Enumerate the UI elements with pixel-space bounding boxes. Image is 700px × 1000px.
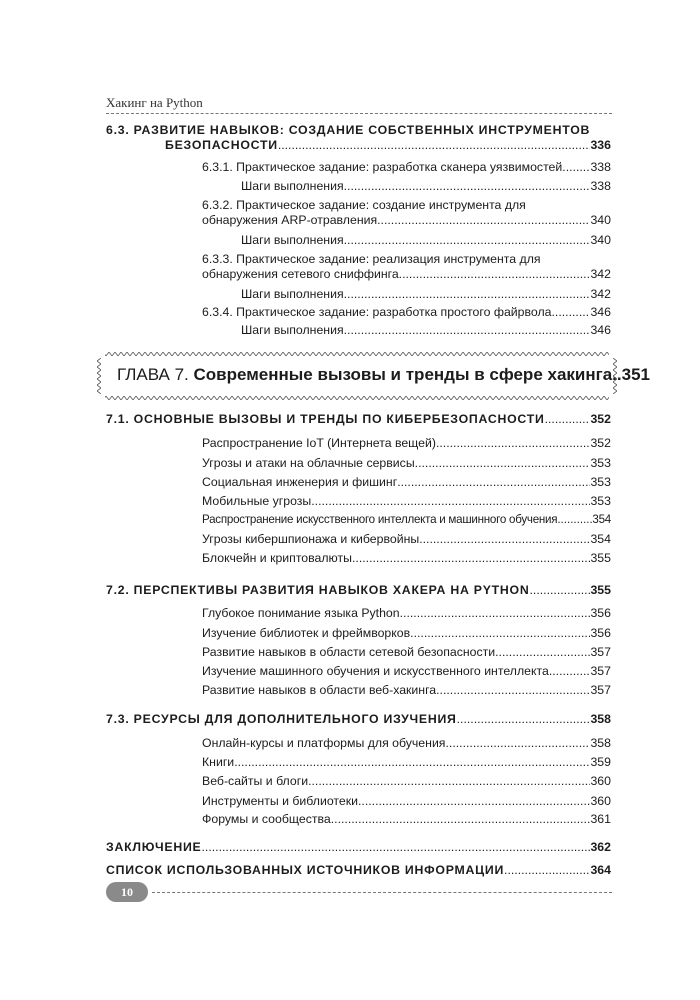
chapter-heading-box[interactable]	[97, 352, 650, 400]
dot-leader	[397, 475, 590, 489]
section-title-line1: 6.3. РАЗВИТИЕ НАВЫКОВ: СОЗДАНИЕ СОБСТВЕННЫХ ИНСТРУМЕНТОВ	[106, 123, 591, 137]
toc-section-6-3	[106, 123, 611, 152]
section-title-line2[interactable]	[106, 138, 611, 152]
page-number: 358	[590, 736, 611, 750]
section-title-text: БЕЗОПАСНОСТИ	[165, 138, 278, 152]
toc-entry[interactable]	[106, 532, 611, 546]
dot-leader	[436, 683, 590, 697]
page-number: 338	[590, 160, 611, 174]
dot-leader	[419, 532, 590, 546]
page-number: 357	[590, 664, 611, 678]
entry-title: Распространение искусственного интеллекта и машинного обучения	[202, 513, 558, 526]
dot-leader	[504, 863, 590, 877]
toc-entry[interactable]	[106, 626, 611, 640]
toc-entry[interactable]	[106, 305, 611, 319]
dot-leader	[436, 436, 591, 450]
page-number: 353	[590, 494, 611, 508]
toc-entry[interactable]	[106, 794, 611, 808]
entry-title: Изучение библиотек и фреймворков	[202, 626, 411, 640]
dot-leader	[344, 287, 591, 301]
page-number: 361	[590, 812, 611, 826]
dot-leader	[415, 456, 591, 470]
chapter-prefix: ГЛАВА 7.	[117, 365, 189, 384]
page-number: 353	[590, 475, 611, 489]
section-title: 7.2. ПЕРСПЕКТИВЫ РАЗВИТИЯ НАВЫКОВ ХАКЕРА НА PYTHON	[106, 583, 530, 597]
dot-leader	[234, 755, 590, 769]
entry-title: 6.3.1. Практическое задание: разработка сканера уязвимостей	[202, 160, 563, 174]
toc-entry[interactable]	[106, 323, 611, 337]
toc-entry[interactable]	[106, 606, 611, 620]
page-number: 355	[590, 551, 611, 565]
dot-leader	[377, 213, 590, 227]
toc-entry[interactable]	[106, 251, 611, 281]
entry-title: Развитие навыков в области сетевой безопасности	[202, 645, 496, 659]
page-number: 336	[590, 138, 611, 152]
dot-leader	[545, 412, 591, 426]
entry-title: Шаги выполнения	[241, 233, 344, 247]
toc-section-7-1[interactable]	[106, 412, 611, 426]
toc-entry[interactable]	[106, 755, 611, 769]
entry-title: 6.3.4. Практическое задание: разработка простого файрвола	[202, 305, 552, 319]
chapter-title-text: Современные вызовы и тренды в сфере хакинга..351	[193, 365, 650, 384]
entry-title: Инструменты и библиотеки	[202, 794, 358, 808]
page-number: 342	[590, 287, 611, 301]
dot-leader	[311, 494, 590, 508]
page-number: 356	[590, 606, 611, 620]
entry-title: Угрозы и атаки на облачные сервисы	[202, 456, 415, 470]
entry-title-line1: 6.3.3. Практическое задание: реализация инструмента для	[202, 252, 541, 266]
entry-title: Угрозы кибершпионажа и кибервойны	[202, 532, 420, 546]
toc-entry[interactable]	[106, 287, 611, 301]
page-number: 352	[590, 436, 611, 450]
page-number: 346	[590, 323, 611, 337]
dot-leader	[278, 138, 591, 152]
toc-sources[interactable]	[106, 863, 611, 877]
toc-entry[interactable]	[106, 456, 611, 470]
entry-title: Онлайн-курсы и платформы для обучения	[202, 736, 446, 750]
dot-leader	[551, 305, 590, 319]
dot-leader	[495, 645, 590, 659]
page-number: 364	[590, 863, 611, 877]
toc-entry[interactable]	[106, 494, 611, 508]
running-header: Хакинг на Python	[106, 95, 203, 110]
dot-leader	[344, 323, 591, 337]
dot-leader	[331, 812, 591, 826]
page-number: 353	[590, 456, 611, 470]
page-number: 355	[590, 583, 611, 597]
toc-entry[interactable]	[106, 664, 611, 678]
dot-leader	[457, 712, 591, 726]
entry-title-line2: обнаружения ARP-отравления	[202, 213, 378, 227]
toc-entry[interactable]	[106, 683, 611, 697]
page-number: 340	[590, 213, 611, 227]
entry-title-line2: обнаружения сетевого сниффинга	[202, 267, 399, 281]
dot-leader	[344, 233, 591, 247]
entry-title-line1: 6.3.2. Практическое задание: создание инструмента для	[202, 198, 526, 212]
entry-title: Блокчейн и криптовалюты	[202, 551, 352, 565]
toc-entry[interactable]	[106, 475, 611, 489]
footer-divider	[152, 892, 612, 893]
toc-section-7-3[interactable]	[106, 712, 611, 726]
dot-leader	[410, 626, 590, 640]
entry-title: Изучение машинного обучения и искусственного интеллекта	[202, 664, 549, 678]
dot-leader	[562, 160, 590, 174]
page-number-badge: 10	[106, 882, 148, 902]
section-title: СПИСОК ИСПОЛЬЗОВАННЫХ ИСТОЧНИКОВ ИНФОРМАЦИИ	[106, 863, 505, 877]
page-number: 358	[590, 712, 611, 726]
dot-leader	[308, 774, 590, 788]
dot-leader	[549, 664, 591, 678]
toc-entry[interactable]	[106, 233, 611, 247]
toc-entry[interactable]	[106, 197, 611, 227]
page-number: 356	[590, 626, 611, 640]
toc-entry[interactable]	[106, 736, 611, 750]
toc-conclusion[interactable]	[106, 840, 611, 854]
dot-leader	[344, 179, 591, 193]
toc-entry[interactable]	[106, 551, 611, 565]
entry-title: Книги	[202, 755, 235, 769]
dot-leader	[399, 267, 591, 281]
toc-entry[interactable]	[106, 513, 611, 526]
page-number: 360	[590, 774, 611, 788]
toc-entry[interactable]	[106, 812, 611, 826]
page-number: 359	[590, 755, 611, 769]
entry-title: Шаги выполнения	[241, 179, 344, 193]
dot-leader	[445, 736, 590, 750]
entry-title: Развитие навыков в области веб-хакинга	[202, 683, 437, 697]
page-number: 357	[590, 683, 611, 697]
toc-entry[interactable]	[106, 436, 611, 450]
entry-title: Шаги выполнения	[241, 287, 344, 301]
entry-title: Глубокое понимание языка Python	[202, 606, 400, 620]
entry-title: Шаги выполнения	[241, 323, 344, 337]
page-number: 338	[590, 179, 611, 193]
page-number: 342	[590, 267, 611, 281]
entry-title: Форумы и сообщества	[202, 812, 331, 826]
page-number: 346	[590, 305, 611, 319]
page-number: 360	[590, 794, 611, 808]
dot-leader	[529, 583, 590, 597]
page-number: 340	[590, 233, 611, 247]
page-number: 354	[590, 532, 611, 546]
toc-entry[interactable]	[106, 774, 611, 788]
dot-leader	[358, 794, 590, 808]
chapter-title	[117, 365, 650, 385]
page-number: 352	[590, 412, 611, 426]
page-number: 362	[590, 840, 611, 854]
page-number: 357	[590, 645, 611, 659]
header-divider	[106, 113, 612, 114]
toc-entry[interactable]	[106, 179, 611, 193]
section-title: ЗАКЛЮЧЕНИЕ	[106, 840, 202, 854]
entry-title: Мобильные угрозы	[202, 494, 312, 508]
section-title: 7.1. ОСНОВНЫЕ ВЫЗОВЫ И ТРЕНДЫ ПО КИБЕРБЕЗОПАСНОСТИ	[106, 412, 545, 426]
dot-leader	[557, 513, 592, 526]
toc-entry[interactable]	[106, 645, 611, 659]
dot-leader	[400, 606, 591, 620]
page-number: 354	[592, 513, 611, 526]
entry-title: Веб-сайты и блоги	[202, 774, 309, 788]
dot-leader	[202, 840, 591, 854]
toc-section-7-2[interactable]	[106, 583, 611, 597]
section-title: 7.3. РЕСУРСЫ ДЛЯ ДОПОЛНИТЕЛЬНОГО ИЗУЧЕНИЯ	[106, 712, 457, 726]
entry-title: Социальная инженерия и фишинг	[202, 475, 398, 489]
dot-leader	[352, 551, 590, 565]
entry-title: Распространение IoT (Интернета вещей)	[202, 436, 436, 450]
toc-entry[interactable]	[106, 160, 611, 174]
